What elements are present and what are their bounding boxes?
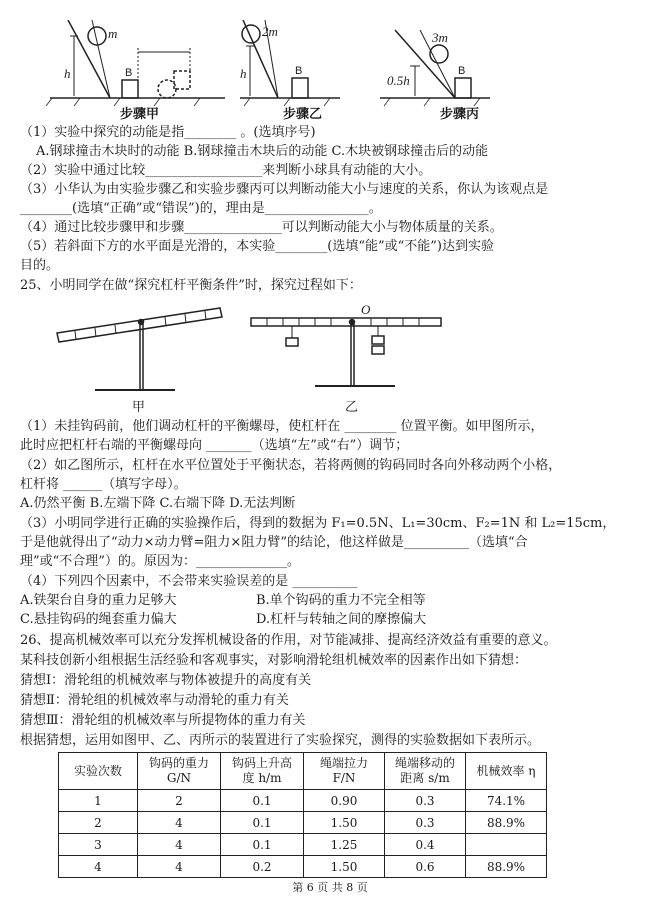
cell: 88.9%	[466, 812, 547, 834]
label-pivot-o: O	[361, 302, 371, 317]
label-mass-c: 3m	[432, 30, 448, 45]
cell: 0.1	[221, 834, 304, 856]
q24-line-5: ________(选填“正确”或“错误”)的，理由是________________。	[20, 201, 382, 216]
header-rise-height: 钩码上升高 度 h/m	[221, 753, 304, 790]
q25-p1-line-2: 此时应把杠杆右端的平衡螺母向 _______（选填“左”或“右”）调节；	[20, 438, 409, 453]
page-footer: 第 6 页 共 8 页	[292, 881, 368, 894]
q24-options: A.钢球撞击木块时的动能 B.钢球撞击木块后的动能 C.木块被钢球撞击后的动能	[36, 144, 489, 159]
label-mass-a: m	[108, 26, 118, 41]
cell: 4	[138, 834, 221, 856]
q26-guess-1: 猜想Ⅰ：滑轮组的机械效率与物体被提升的高度有关	[20, 673, 312, 688]
q25-p4-option-d: D.杠杆与转轴之间的摩擦偏大	[256, 612, 427, 627]
header-weight: 钩码的重力 G/N	[138, 753, 221, 790]
cell: 0.90	[304, 790, 385, 812]
caption-step-a: 步骤甲	[120, 107, 160, 122]
q24-line-1: （1）实验中探究的动能是指________ 。(选填序号)	[20, 125, 316, 140]
q25-p4: （4）下列四个因素中，不会带来实验误差的是 __________	[20, 574, 358, 589]
q24-line-7: （5）若斜面下方的水平面是光滑的，本实验________(选填“能”或“不能”)达到实验	[20, 239, 494, 254]
cell: 1	[59, 790, 138, 812]
header-efficiency: 机械效率 η	[466, 753, 547, 790]
cell: 1.50	[304, 812, 385, 834]
q25-p4-option-c: C.悬挂钩码的绳套重力偏大	[20, 612, 177, 627]
q25-p4-option-a: A.铁架台自身的重力足够大	[20, 593, 177, 608]
table-row	[59, 790, 547, 812]
cell	[466, 834, 547, 856]
q26-guess-2: 猜想Ⅱ：滑轮组的机械效率与动滑轮的重力有关	[20, 693, 289, 708]
q25-p3-line-3: 理”或“不合理”）的。原因为：______________。	[20, 554, 300, 569]
q25-p4-option-b: B.单个钩码的重力不完全相等	[256, 593, 426, 608]
q24-line-6: （4）通过比较步骤甲和步骤_______________可以判断动能大小与物体质量的关系。	[20, 220, 503, 235]
q25-p2-line-2: 杠杆将 ______（填写字母）。	[20, 477, 187, 492]
cell: 2	[59, 812, 138, 834]
label-block-a: B	[125, 67, 133, 79]
table-row	[59, 834, 547, 856]
table-row	[59, 812, 547, 834]
label-height-a: h	[64, 66, 71, 81]
lever-figures	[45, 298, 465, 408]
caption-step-c: 步骤丙	[440, 107, 480, 122]
table-row	[59, 856, 547, 878]
header-trial: 实验次数	[59, 753, 138, 790]
q25-p1-line-1: （1）未挂钩码前，他们调动杠杆的平衡螺母，使杠杆在 ________ 位置平衡。如甲图所示，	[20, 419, 544, 434]
q26-guess-3: 猜想Ⅲ：滑轮组的机械效率与所提物体的重力有关	[20, 713, 306, 728]
caption-step-b: 步骤乙	[283, 107, 323, 122]
q25-p3-line-2: 于是他就得出了“动力×动力臂=阻力×阻力臂”的结论，他这样做是__________（选填“合	[20, 535, 528, 550]
q26-line-2: 某科技创新小组根据生活经验和客观事实，对影响滑轮组机械效率的因素作出如下猜想：	[20, 653, 528, 668]
caption-lever-a: 甲	[132, 400, 146, 415]
q25-intro: 25、小明同学在做“探究杠杆平衡条件”时，探究过程如下：	[20, 278, 362, 293]
cell: 88.9%	[466, 856, 547, 878]
q25-p3-line-1: （3）小明同学进行正确的实验操作后，得到的数据为 F₁=0.5N、L₁=30cm、F₂=1N 和 L₂=15cm，	[20, 516, 616, 531]
experiment-data-table	[58, 752, 547, 878]
q24-line-3: （2）实验中通过比较__________________来判断小球具有动能的大小。	[20, 163, 432, 178]
cell: 74.1%	[466, 790, 547, 812]
cell: 1.50	[304, 856, 385, 878]
label-height-b: h	[240, 66, 247, 81]
q24-line-4: （3）小华认为由实验步骤乙和实验步骤丙可以判断动能大小与速度的关系，你认为该观点是	[20, 182, 549, 197]
cell: 0.3	[385, 790, 466, 812]
q25-p2-options: A.仍然平衡 B.左端下降 C.右端下降 D.无法判断	[20, 496, 296, 511]
cell: 3	[59, 834, 138, 856]
table-header-row	[59, 753, 547, 790]
cell: 0.1	[221, 790, 304, 812]
cell: 0.6	[385, 856, 466, 878]
label-half-height-c: 0.5h	[387, 73, 410, 88]
q25-p2-line-1: （2）如乙图所示，杠杆在水平位置处于平衡状态，若将两侧的钩码同时各向外移动两个小格，	[20, 458, 562, 473]
cell: 4	[138, 856, 221, 878]
cell: 1.25	[304, 834, 385, 856]
label-block-b: B	[295, 65, 303, 77]
label-block-c: B	[458, 65, 466, 77]
label-mass-b: 2m	[262, 24, 278, 39]
header-rope-distance: 绳端移动的 距离 s/m	[385, 753, 466, 790]
cell: 0.1	[221, 812, 304, 834]
q26-line-1: 26、提高机械效率可以充分发挥机械设备的作用，对节能减排、提高经济效益有重要的意义。	[20, 633, 557, 648]
cell: 0.2	[221, 856, 304, 878]
q26-line-6: 根据猜想，运用如图甲、乙、丙所示的装置进行了实验探究，测得的实验数据如下表所示。	[20, 733, 541, 748]
cell: 4	[138, 812, 221, 834]
caption-lever-b: 乙	[345, 400, 359, 415]
cell: 2	[138, 790, 221, 812]
cell: 0.3	[385, 812, 466, 834]
header-pull-force: 绳端拉力 F/N	[304, 753, 385, 790]
cell: 4	[59, 856, 138, 878]
q24-line-8: 目的。	[20, 258, 60, 273]
cell: 0.4	[385, 834, 466, 856]
